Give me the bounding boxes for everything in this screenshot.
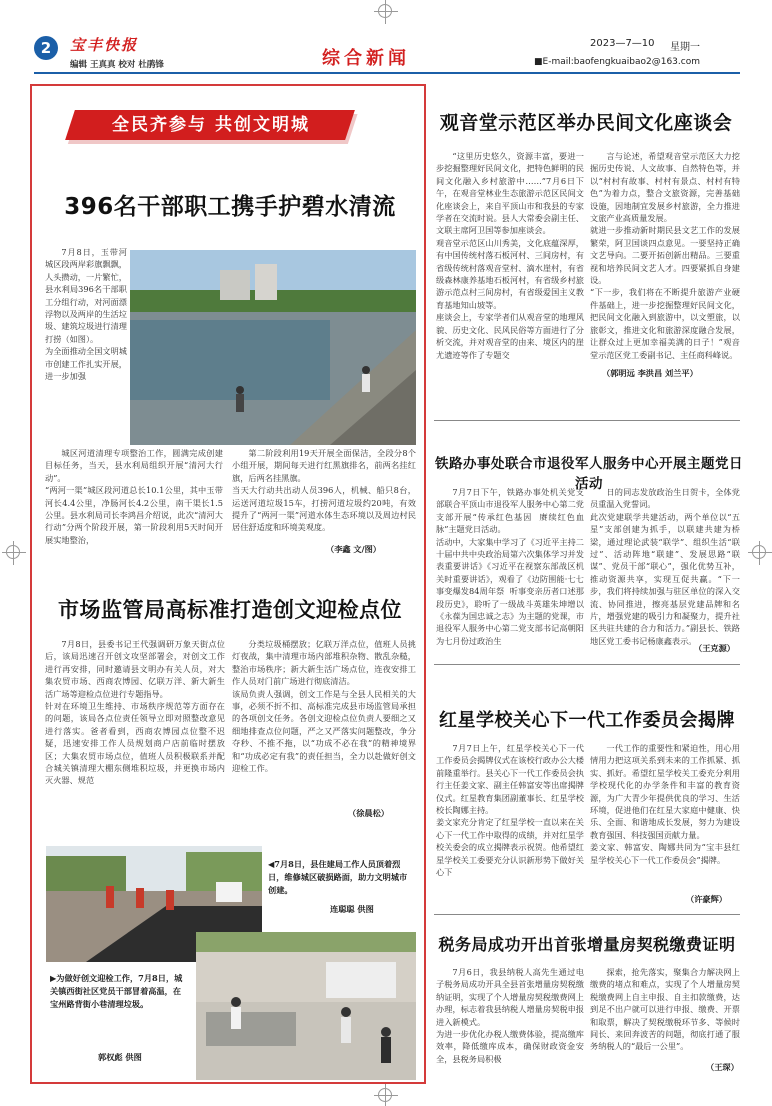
- article-body: 探索，抢先落实，聚集合力解决网上缴费的堵点和难点，实现了个人增量房契税缴费网上自主申报、自主扣款缴费，达到足不出户就可以进行申报、缴费、开票和取票，解决了契税缴税环节多、等候时间长、来回奔波苦的问题，彻底打通了服务纳税人的“最后一公里”。: [590, 967, 740, 1052]
- article-body: 7月7日上午，红星学校关心下一代工作委员会揭牌仪式在该校行政办公大楼前隆重举行。县关心下一代工作委员会执行主任姜文家、副主任韩富安等出席揭牌仪式。红星教育集团副董事长、红星学校校长陶娜主持。 姜文家充分肯定了红星学校一直以来在关心下一代工作中取得的成绩，并对红星学校关委会的成立揭牌表示祝贺。他希望红星学校关工委要充分认识新形势下做好关心下: [436, 743, 584, 878]
- article-body: “这里历史悠久，资源丰富，要进一步挖掘整理好民间文化，把特色鲜明的民间文化融入乡村旅游中……”7月6日下午，在观音堂林业生态旅游示范区民间文化座谈会上，来自平顶山市和我县的专家学者在交流时说。县人大常委会副主任、文联主席阿卫国等参加座谈会。 观音堂示范区山川秀美，文化底蕴深厚，有中国传统村落石板河村、三间房村，有省级传统村落观音堂村、滴水崖村，有省级森林康养基地石板河村，有省级乡村旅游示范点村三间房村，有省级爱国主义教育基地知山坡等。 座谈会上，专家学者们从观音堂的地理风貌、历史文化、民风民俗等方面进行了分析交流，并对观音堂的由来、境区内的崖尤遗迹等作了专题交: [436, 151, 584, 360]
- article-byline: （郭明远 李洪昌 刘兰平）: [602, 368, 698, 378]
- article-title: 396名干部职工携手护碧水清流: [64, 194, 396, 220]
- article-body: 一代工作的重要性和紧迫性，用心用情用力把这项关系到未来的工作抓紧、抓实、抓好。希望红星学校关工委充分利用学校现代化的办学条件和丰富的教育资源，为广大青少年提供优良的学习、生活环境，促进他们在红星大家庭中健康、快乐、全面、和谐地成长发展，努力为建设教育强国、科技强国贡献力量。 姜文家、韩富安、陶娜共同为“宝丰县红星学校关心下一代工作委员会”揭牌。: [590, 743, 740, 865]
- article-title: 税务局成功开出首张增量房契税缴费证明: [438, 935, 736, 954]
- feature-banner-text: 全民齐参与 共创文明城: [112, 115, 310, 135]
- registration-mark-right: [752, 545, 766, 559]
- photo-caption: ▶为做好创文迎检工作，7月8日，城关镇西街社区党员干部冒着高温，在宝州路背街小巷清理垃圾。: [50, 973, 183, 1009]
- contact-email: ■E-mail:baofengkuaibao2@163.com: [534, 57, 700, 67]
- issue-date: 2023—7—10: [590, 38, 655, 49]
- article-body: 城区河道清理专项整治工作，圆满完成创建目标任务，当天，县水利局组织开展“清河大行动”。 “两河一渠”城区段河道总长10.1公里，其中玉带河长4.4公里，净肠河长4.2公里，南干渠长1.5公里。县水利局司长李鸿昌介绍说，此次“清河大行动”分两个阶段开展，第一阶段利用5天时间开展实地整治，: [45, 448, 223, 545]
- photo-credit: 连聪聪 供图: [330, 904, 374, 914]
- article-body: 7月6日，我县纳税人高先生通过电子税务局成功开具全县首张增量房契税缴纳证明，实现了个人增量房契税缴费网上办理，标志着我县纳税人增量房契税申报进入新模式。 为进一步优化办税人缴费体验，提高缴库效率，降低缴库成本，确保财政资金安全，县税务局积极: [436, 967, 584, 1064]
- article-byline: （王琛）: [706, 1062, 739, 1072]
- article-title: 观音堂示范区举办民间文化座谈会: [439, 112, 733, 134]
- page-number-badge: 2: [34, 36, 58, 60]
- article-body: 7月8日，县委书记王代强调研万象天街点位后，该局迅速召开创文攻坚部署会，对创文工作进行再安排，同时邀请县文明办有关人员，对大集农贸市场、西商农博园、亿联万洋、新大新生活广场等迎检点位进行专题指导。 针对在环境卫生维持、市场秩序规范等方面存在的问题，该局各点位责任领导立即对照整改意见进行落实。爸者看到，西商农博园点位整不迟疑，迅速安排工作人员规划商户店前临时摆放区；大集农贸市场点位，值班人员积极联系并配合城关镇清理大棚东侧堆积垃圾，并更换市场内灭火器、规范: [45, 639, 225, 786]
- registration-mark-bottom: [378, 1088, 392, 1102]
- article-byline: （许豪辉）: [686, 894, 727, 904]
- article-title: 红星学校关心下一代工作委员会揭牌: [439, 710, 735, 731]
- article-body: 第二阶段利用19天开展全面保洁，全段分8个小组开展，期间每天进行红黑旗排名，前两名挂红旗，后两名挂黑旗。 当天大行动共出动人员396人，机械、船只8台，运送河道垃圾15车，打捞河道垃圾约20吨，有效提升了“两河一渠”河道水体生态环境以及周边村民居住舒适度和环境美观度。: [232, 448, 416, 533]
- issue-weekday: 星期一: [670, 42, 700, 53]
- section-title: 综合新闻: [322, 48, 410, 69]
- divider: [434, 664, 740, 665]
- article-body: 言与论述，希望观音堂示范区大力挖掘历史传说、人文故事、自然特色等，并以“村村有故事、村村有景点、村村有特色”为着力点，整合文旅资源，完善基础设施，因地制宜发展乡村旅游，全力推进文旅产业高质量发展。 就进一步推动新时期民县文艺工作的发展繁荣，阿卫国谈四点意见。一要坚持正确文艺导向。二要开拓创新出精品。三要重视和培养民间文艺人才。四要紧抓自身建设。 “下一步，我们将在不断提升旅游产业硬件基础上，进一步挖掘整理好民间文化，把民间文化融入到旅游中，以文塑旅，以旅彰文，推进文化和旅游深度融合发展，让群众过上更加幸福美满的日子！”观音堂示范区党工委副书记、主任商科峰说。: [590, 151, 740, 360]
- header-rule: [34, 72, 740, 74]
- article-body: 7月7日下午，铁路办事处机关党支部联合平顶山市退役军人服务中心第二党支部开展“传承红色基因 赓续红色血脉”主题党日活动。 活动中，大家集中学习了《习近平主持二十届中共中央政治局第六次集体学习并发表重要讲话》《习近平在视察东部战区机关时重要讲话》，观看了《边防围能·七七事变爆发84周年祭 听事变亲历者口述那段历史》，聆听了一级战斗英雄朱坤增以《永葆为国忠诚之志》为主题的党课，市退役军人服务中心第二党支部书记高朝阳为七月份过政治生: [436, 487, 584, 646]
- divider: [434, 914, 740, 915]
- photo-credit: 郭权彪 供图: [98, 1052, 142, 1062]
- article-body: 7月8日，玉带河城区段两岸彩旗飘飘，人头攒动，一片繁忙，县水利局396名干部职工分组行动，对河面漂浮物以及两岸的生活垃圾、建筑垃圾进行清理打捞（如图）。 为全面推动全国文明城市创建工作扎实开展，进一步加强: [45, 247, 127, 382]
- photo-caption: ◀7月8日，县住建局工作人员顶着烈日，维修城区破损路面，助力文明城市创建。: [268, 859, 408, 895]
- article-title: 铁路办事处联合市退役军人服务中心开展主题党日活动: [435, 456, 743, 492]
- article-byline: （王克源）: [694, 643, 735, 653]
- divider: [434, 420, 740, 421]
- article-byline: （李鑫 文/图）: [326, 544, 381, 554]
- registration-mark-top: [378, 4, 392, 18]
- editor-credits: 编辑 王真真 校对 杜鹃锋: [70, 60, 164, 70]
- article-byline: （徐晨松）: [348, 808, 389, 818]
- article-body: 日的同志发放政治生日贺卡，全体党员重温入党誓词。 此次党建联学共建活动，两个单位以“五星”支部创建为抓手，以联建共建为桥梁，通过理论武装“联学”、组织生活“联过”、活动阵地“联建”、发展思路“联谋”、党员干部“联心”，强化优势互补，推动资源共享，实现互促共赢。“下一步，我们将持续加强与驻区单位的深入交流、协同推进，擦亮基层党建品牌和名片，增强党建的吸引力和凝聚力，提升社区共驻共建的合力和活力。”副县长、铁路地区党工委书记杨康鑫表示。: [590, 487, 740, 646]
- alley-cleanup-photo: [196, 932, 416, 1080]
- river-cleanup-photo: [130, 250, 416, 445]
- article-title: 市场监管局高标准打造创文迎检点位: [58, 598, 402, 622]
- registration-mark-left: [6, 545, 20, 559]
- masthead-logo: 宝丰快报: [70, 36, 139, 54]
- article-body: 分类垃圾桶摆放；亿联万洋点位，值班人员挑灯夜战，集中清理市场内部堆积杂物、散乱杂糙，整治市场秩序；新大新生活广场点位，连夜安排工作人员对门前广场进行彻底清洁。 该局负责人强调，创文工作是与全县人民相关的大事，必须不折不扣、高标准完成县市场监管局承担的各项创文任务。各创文迎检点位负责人要细之又细地排查点位问题，严之又严落实问题整改，争分夺秒、不推不拖，以“功成不必在我”的精神境界和“功成必定有我”的责任担当，全力以赴做好创文迎检工作。: [232, 639, 416, 774]
